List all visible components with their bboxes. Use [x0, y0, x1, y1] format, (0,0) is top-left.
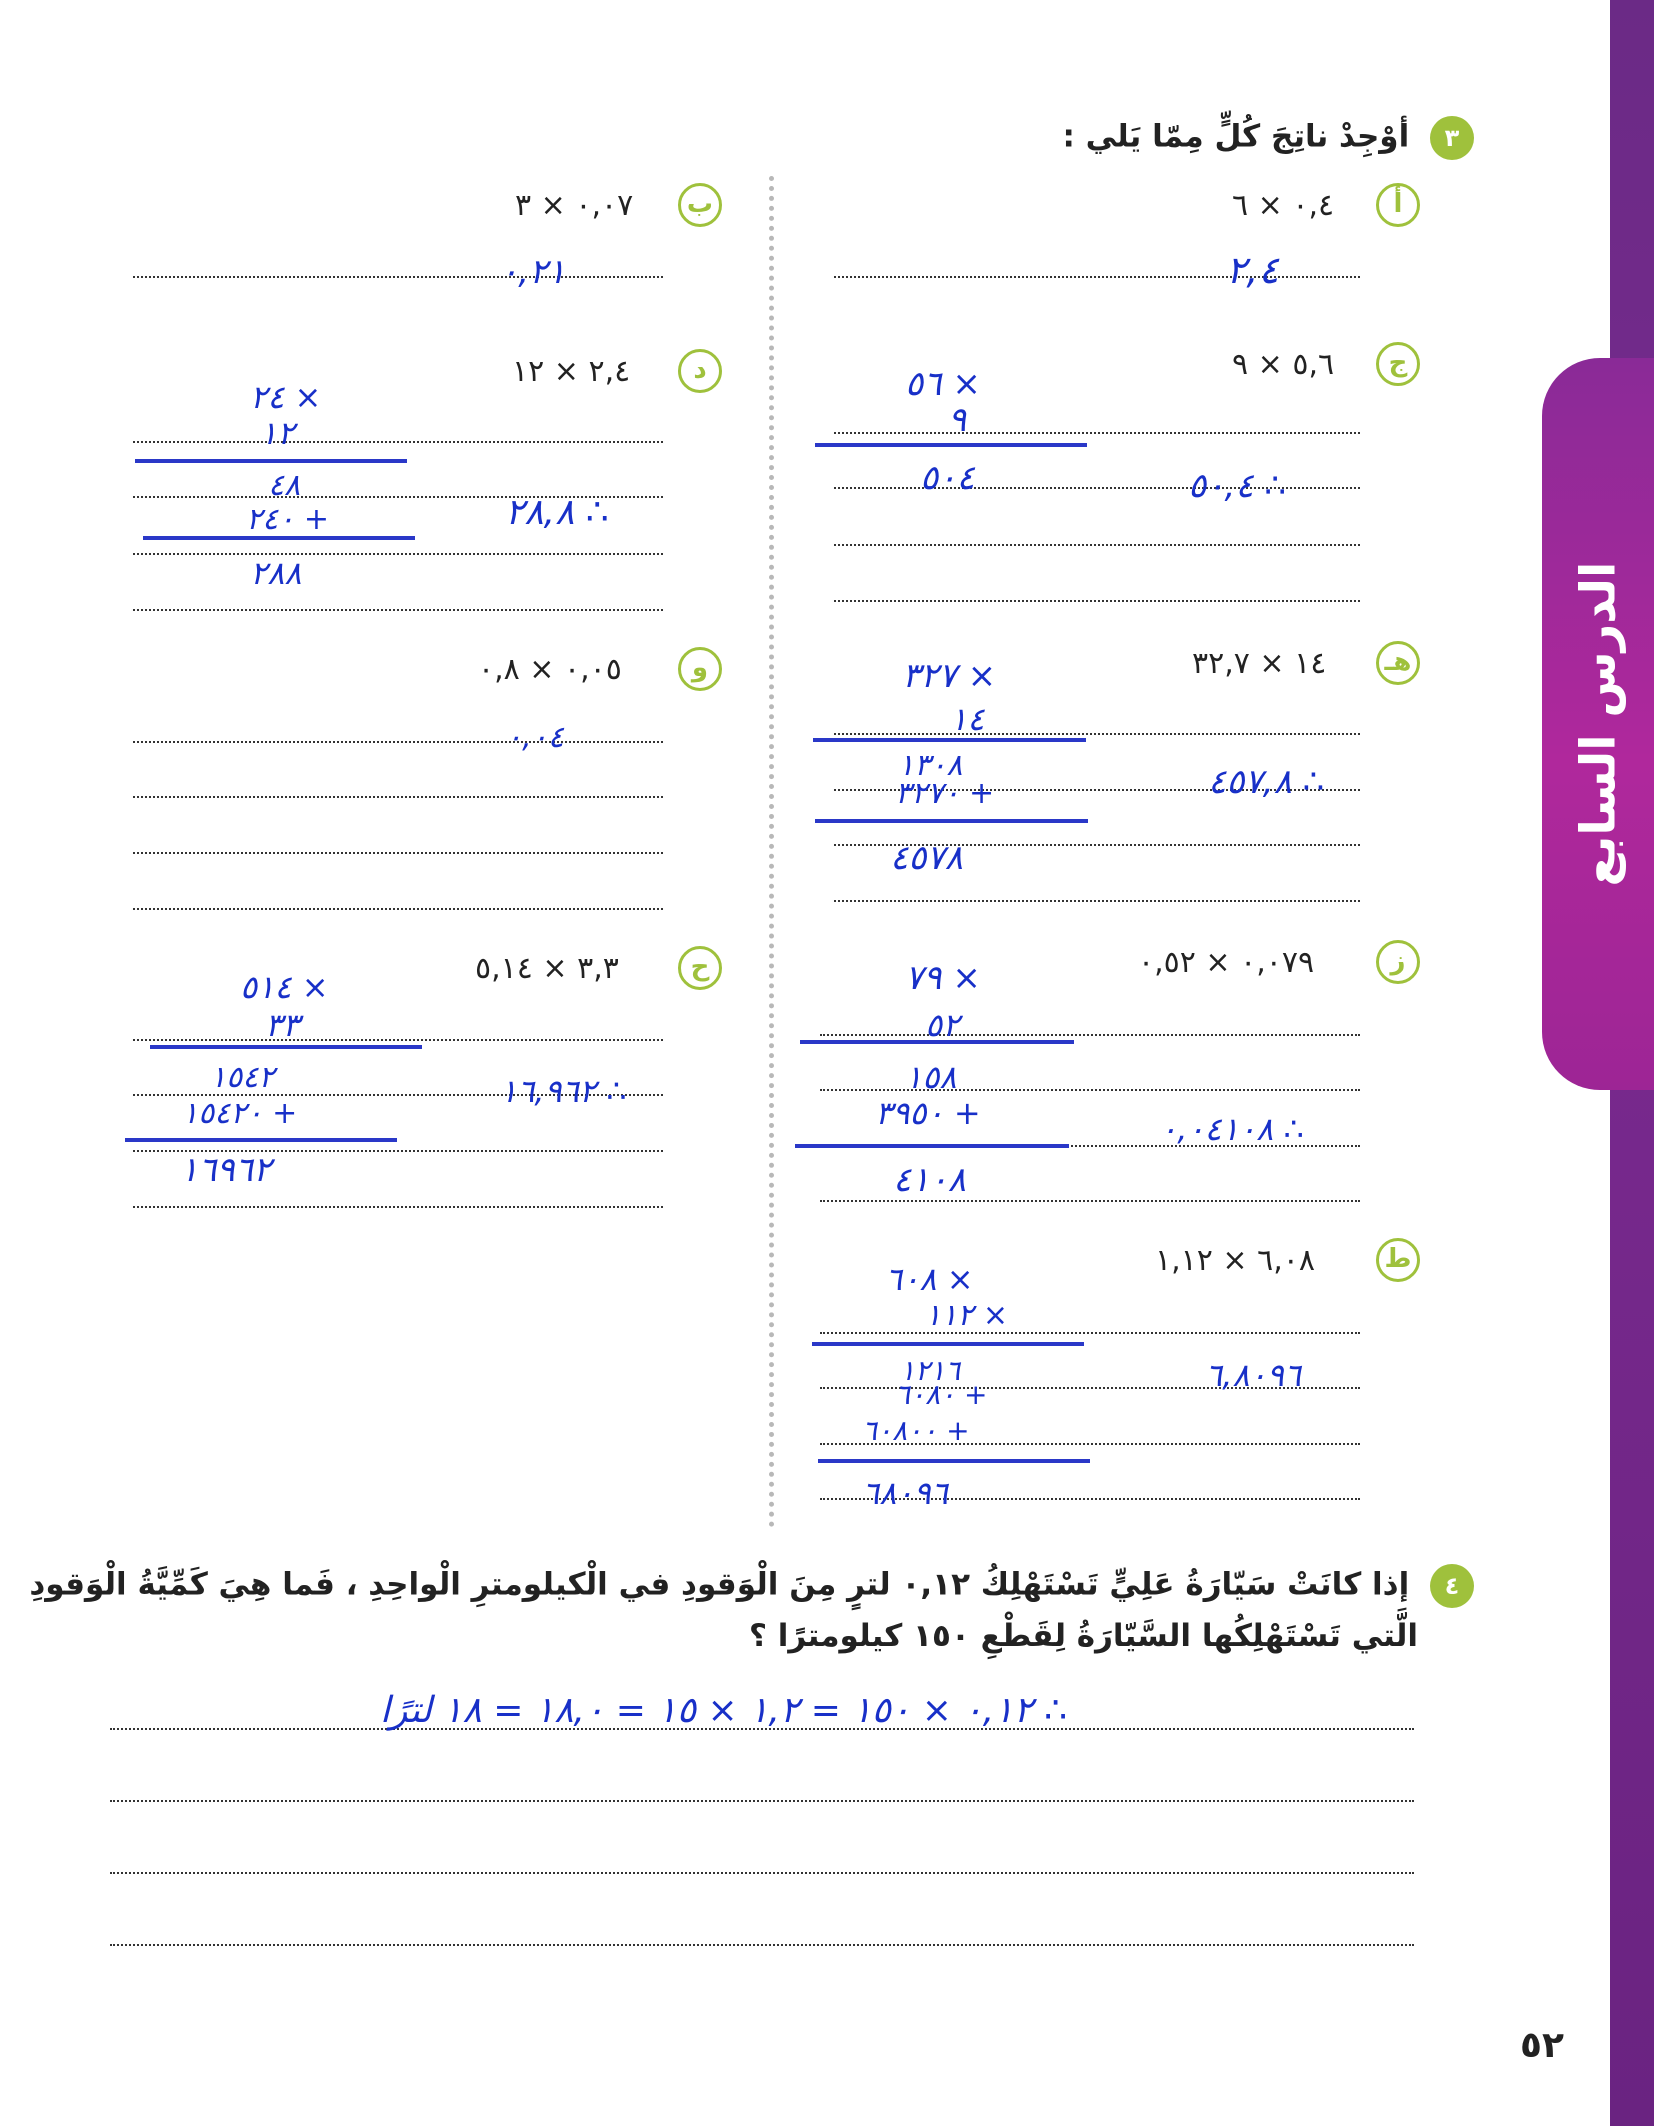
- column-divider: [769, 176, 774, 1528]
- work-line: ٦٠٨٠٠ +: [862, 1414, 970, 1447]
- item-expression-b: ٠,٠٧ × ٣: [515, 188, 634, 223]
- item-expression-g: ٠,٠٧٩ × ٠,٥٢: [1138, 945, 1315, 980]
- work-line: ١٥٤٢: [210, 1060, 275, 1095]
- item-expression-f: ٠,٠٥ × ٠,٨: [478, 652, 622, 687]
- work-line: ١٣٠٨: [898, 748, 963, 783]
- work-line: ٧٩ ×: [905, 958, 981, 998]
- work-line: ٣٢٧٠ +: [895, 776, 995, 811]
- work-rule: [143, 536, 415, 540]
- work-line: ٢٤٠ +: [246, 502, 330, 537]
- question-4-number: ٤: [1430, 1564, 1474, 1608]
- answer-line: [133, 796, 663, 798]
- item-expression-a: ٠,٤ × ٦: [1232, 188, 1335, 223]
- work-rule: [795, 1144, 1069, 1148]
- work-line: ٤١٠٨: [893, 1160, 967, 1200]
- item-expression-e: ١٤ × ٣٢,٧: [1192, 646, 1327, 681]
- work-rule: [150, 1045, 422, 1049]
- work-rule: [818, 1459, 1090, 1463]
- answer-line: [110, 1944, 1414, 1946]
- item-label-h: ح: [678, 946, 722, 990]
- work-line: ١٦٩٦٢: [180, 1150, 272, 1190]
- page-number: ٥٢: [1520, 2025, 1564, 2066]
- answer-line: [834, 900, 1360, 902]
- work-line: ٦٠٨ ×: [885, 1260, 974, 1298]
- work-rule: [812, 1342, 1084, 1346]
- item-expression-d: ٢,٤ × ١٢: [512, 354, 631, 389]
- answer-line: [133, 741, 663, 743]
- lesson-tab-label: [1542, 358, 1654, 1090]
- answer-line: [133, 609, 663, 611]
- answer-line: [834, 544, 1360, 546]
- item-label-i: ط: [1376, 1238, 1420, 1282]
- work-line: ٥٢: [925, 1006, 960, 1044]
- handwritten-answer-e: ٤٥٧,٨ ∴: [1208, 762, 1325, 802]
- handwritten-answer-f: ٠,٠٤: [506, 720, 564, 755]
- answer-line: [133, 553, 663, 555]
- answer-line: [133, 852, 663, 854]
- item-label-b: ب: [678, 183, 722, 227]
- item-label-a: أ: [1376, 183, 1420, 227]
- work-line: ٤٨: [268, 468, 301, 503]
- handwritten-answer-h: ١٦,٩٦٢ ∴: [500, 1072, 627, 1110]
- work-line: ٢٨٨: [250, 554, 302, 592]
- question-3-title: أوْجِدْ ناتِجَ كُلٍّ مِمّا يَلي :: [1062, 118, 1410, 155]
- work-line: ٣٩٥٠ +: [875, 1094, 981, 1132]
- handwritten-answer-b: ٠,٢١: [500, 252, 566, 292]
- work-line: ١٢١٦: [900, 1354, 961, 1387]
- answer-line: [133, 441, 663, 443]
- answer-line: [133, 908, 663, 910]
- work-line: ٥٦ ×: [905, 364, 981, 404]
- work-rule: [800, 1040, 1074, 1044]
- work-rule: [125, 1138, 397, 1142]
- item-expression-c: ٥,٦ × ٩: [1232, 347, 1335, 382]
- answer-line: [820, 1200, 1360, 1202]
- handwritten-answer-g: ٠,٠٤١٠٨ ∴: [1160, 1110, 1304, 1148]
- item-label-e: هـ: [1376, 641, 1420, 685]
- handwritten-answer-a: ٢,٤: [1226, 248, 1279, 292]
- answer-line: [133, 276, 663, 278]
- answer-line: [834, 600, 1360, 602]
- answer-line: [110, 1872, 1414, 1874]
- work-rule: [815, 443, 1087, 447]
- work-rule: [135, 459, 407, 463]
- question-4-text-1: إذا كانَتْ سَيّارَةُ عَلِيٍّ تَسْتَهْلِكُ ٠,١٢ لترٍ مِنَ الْوَقودِ في الْكيلومترِ الْواحِدِ ، فَما هِيَ كَمِّيَّةُ الْوَقودِ: [29, 1566, 1410, 1603]
- work-line: ٢٤ ×: [250, 378, 322, 416]
- item-expression-h: ٣,٣ × ٥,١٤: [475, 951, 619, 986]
- handwritten-answer-d: ٢٨,٨ ∴: [505, 492, 609, 533]
- question-3-number: ٣: [1430, 116, 1474, 160]
- work-line: ٥٠٤: [920, 458, 975, 498]
- work-line: ١٢: [260, 414, 295, 452]
- handwritten-answer-i: ٦,٨٠٩٦: [1205, 1356, 1302, 1394]
- handwritten-answer-q4: ∴ ٠,١٢ × ١٥٠ = ١,٢ × ١٥ = ١٨,٠ = ١٨ لترًا: [380, 1690, 1068, 1731]
- work-line: ١١٢ ×: [925, 1298, 1009, 1333]
- answer-line: [110, 1800, 1414, 1802]
- answer-line: [834, 432, 1360, 434]
- question-4-line1: [29, 1564, 1474, 1608]
- work-rule: [813, 738, 1086, 742]
- item-expression-i: ٦,٠٨ × ١,١٢: [1155, 1243, 1315, 1278]
- item-label-g: ز: [1376, 940, 1420, 984]
- answer-line: [820, 1089, 1360, 1091]
- work-line: ٥١٤ ×: [240, 968, 329, 1006]
- answer-line: [834, 276, 1360, 278]
- work-line: ١٤: [950, 700, 985, 738]
- work-line: ٣٣: [265, 1006, 300, 1044]
- answer-line: [820, 1332, 1360, 1334]
- handwritten-answer-c: ٥٠,٤ ∴: [1188, 466, 1287, 506]
- item-label-c: ج: [1376, 342, 1420, 386]
- answer-line: [820, 1034, 1360, 1036]
- work-line: ٦٠٨٠ +: [895, 1378, 988, 1411]
- item-label-f: و: [678, 647, 722, 691]
- work-line: ٣٢٧ ×: [902, 656, 997, 696]
- lesson-title: الدرس السابع: [1570, 561, 1626, 887]
- work-line: ٩: [948, 400, 967, 440]
- question-3-header: [1062, 116, 1474, 160]
- work-line: ٦٨٠٩٦: [862, 1474, 948, 1512]
- answer-line: [133, 1039, 663, 1041]
- answer-line: [834, 733, 1360, 735]
- work-line: ١٥٨: [905, 1058, 957, 1096]
- work-line: ١٥٤٢٠ +: [182, 1096, 298, 1131]
- question-4-line2: الَّتي تَسْتَهْلِكُها السَّيّارَةُ لِقَطْعِ ١٥٠ كيلومترًا ؟: [749, 1618, 1418, 1654]
- work-rule: [815, 819, 1088, 823]
- item-label-d: د: [678, 349, 722, 393]
- answer-line: [133, 1206, 663, 1208]
- work-line: ٤٥٧٨: [890, 838, 964, 878]
